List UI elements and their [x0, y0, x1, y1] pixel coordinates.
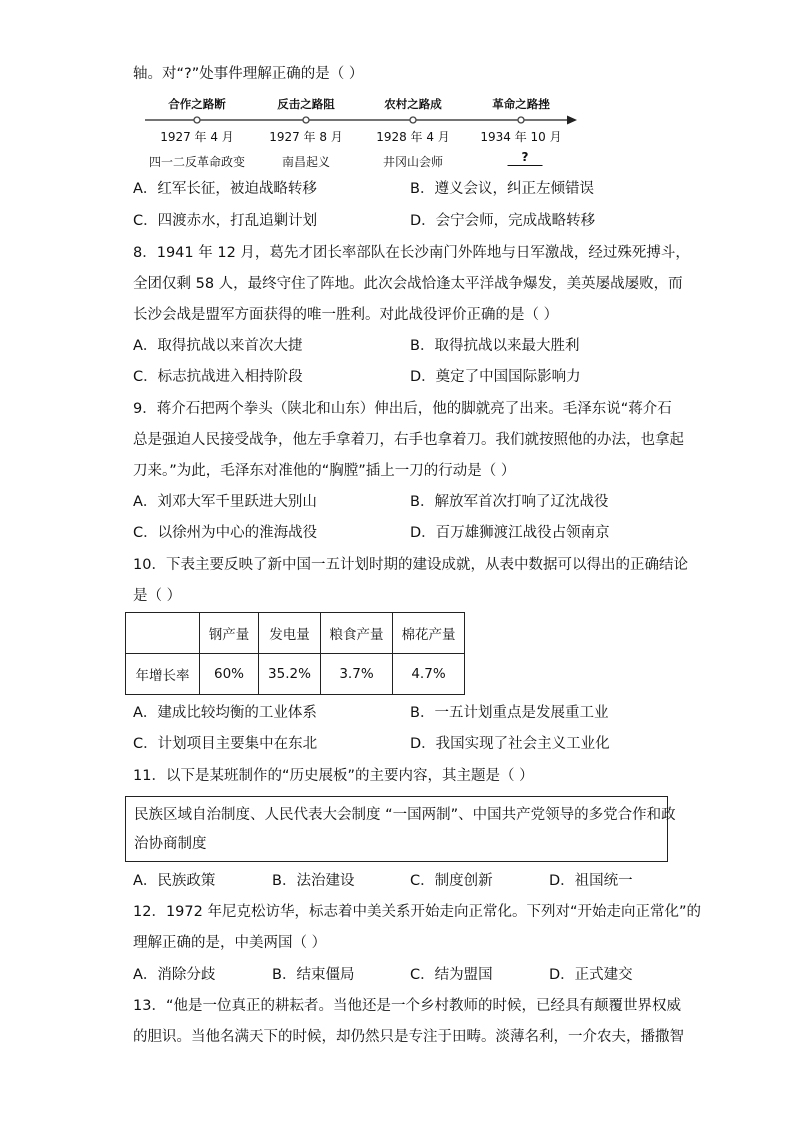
option-d[interactable]: D．我国实现了社会主义工业化 [410, 736, 610, 752]
timeline-date: 1928 年 4 月 [376, 130, 450, 144]
q8-stem-line: 全团仅剩 58 人，最终守住了阵地。此次会战恰逢太平洋战争爆发，美英屡战屡败，而 [133, 276, 683, 292]
table-cell: 3.7% [321, 654, 393, 695]
table-header-cell [126, 613, 200, 654]
option-a[interactable]: A．消除分歧 [133, 967, 216, 983]
table-row-label: 年增长率 [126, 654, 200, 695]
timeline-date: 1934 年 10 月 [480, 130, 562, 144]
timeline-arrow-icon [567, 116, 577, 125]
q8-stem-line: 长沙会战是盟军方面获得的唯一胜利。对此战役评价正确的是（ ） [133, 307, 559, 323]
q9-options-row1 [133, 492, 673, 512]
q10-options-row1 [133, 703, 673, 723]
q9-stem-line: 刀来。”为此，毛泽东对准他的“胸膛”插上一刀的行动是（ ） [133, 463, 516, 479]
option-d[interactable]: D．正式建交 [549, 967, 633, 983]
option-a[interactable]: A．取得抗战以来首次大捷 [133, 338, 303, 354]
option-c[interactable]: C．以徐州为中心的淮海战役 [133, 525, 318, 541]
q8-options-row1 [133, 336, 673, 356]
q10-stem-line: 是（ ） [133, 588, 182, 604]
timeline-event-title: 反击之路阻 [277, 97, 335, 111]
option-b[interactable]: B．解放军首次打响了辽沈战役 [410, 494, 609, 510]
option-c[interactable]: C．计划项目主要集中在东北 [133, 736, 318, 752]
q13-stem-line: 13．“他是一位真正的耕耘者。当他还是一个乡村教师的时候，已经具有颠覆世界权威 [133, 998, 681, 1014]
option-b[interactable]: B．遵义会议，纠正左倾错误 [410, 181, 594, 197]
q12-stem-line: 理解正确的是，中美两国（ ） [133, 935, 327, 951]
q11-box-line: 治协商制度 [134, 836, 207, 852]
option-a[interactable]: A．红军长征，被迫战略转移 [133, 181, 317, 197]
q9-options-row2 [133, 523, 673, 543]
q7-stem: 轴。对“?”处事件理解正确的是（ ） [133, 66, 364, 82]
timeline-unknown-result: ? [508, 150, 543, 166]
timeline-result: 井冈山会师 [382, 155, 444, 169]
option-c[interactable]: C．标志抗战进入相持阶段 [133, 369, 303, 385]
q11-exhibit-box [125, 796, 676, 862]
timeline-node [303, 117, 309, 123]
option-a[interactable]: A．刘邓大军千里跃进大别山 [133, 494, 317, 510]
timeline-date: 1927 年 4 月 [160, 130, 234, 144]
q7-options-row2 [133, 211, 673, 231]
timeline-event-title: 合作之路断 [168, 97, 226, 111]
timeline-event-title: 革命之路挫 [492, 97, 550, 111]
q10-stem-line: 10．下表主要反映了新中国一五计划时期的建设成就，从表中数据可以得出的正确结论 [133, 557, 688, 573]
q7-timeline [133, 90, 583, 175]
q9-stem-line: 总是强迫人民接受战争，他左手拿着刀，右手也拿着刀。我们就按照他的办法，也拿起 [133, 432, 684, 448]
timeline-result: 四一二反革命政变 [148, 155, 246, 169]
q7-options-row1 [133, 179, 673, 199]
option-c[interactable]: C．制度创新 [410, 873, 493, 889]
option-b[interactable]: B．结束僵局 [272, 967, 355, 983]
q12-options-row [133, 965, 673, 985]
option-c[interactable]: C．四渡赤水，打乱追剿计划 [133, 213, 318, 229]
option-d[interactable]: D．祖国统一 [549, 873, 633, 889]
q10-options-row2 [133, 734, 673, 754]
q9-stem-line: 9．蒋介石把两个拳头（陕北和山东）伸出后，他的脚就亮了出来。毛泽东说“蒋介石 [133, 401, 672, 417]
q11-stem: 11．以下是某班制作的“历史展板”的主要内容，其主题是（ ） [133, 768, 534, 784]
q13-stem-line: 的胆识。当他名满天下的时候，却仍然只是专注于田畴。淡薄名利，一介农夫，播撒智 [133, 1029, 684, 1045]
option-b[interactable]: B．法治建设 [272, 873, 355, 889]
timeline-node [194, 117, 200, 123]
option-a[interactable]: A．建成比较均衡的工业体系 [133, 705, 317, 721]
option-a[interactable]: A．民族政策 [133, 873, 216, 889]
q10-data-table [125, 612, 465, 695]
table-header-cell: 发电量 [259, 613, 321, 654]
table-cell: 35.2% [259, 654, 321, 695]
table-header-cell: 粮食产量 [321, 613, 393, 654]
option-d[interactable]: D．百万雄狮渡江战役占领南京 [410, 525, 610, 541]
timeline-event-title: 农村之路成 [384, 97, 442, 111]
table-cell: 4.7% [393, 654, 465, 695]
option-d[interactable]: D．奠定了中国国际影响力 [410, 369, 581, 385]
table-header-row [126, 613, 465, 654]
table-cell: 60% [200, 654, 259, 695]
q11-options-row [133, 871, 673, 891]
timeline-node [518, 117, 524, 123]
option-b[interactable]: B．取得抗战以来最大胜利 [410, 338, 580, 354]
table-header-cell: 棉花产量 [393, 613, 465, 654]
option-b[interactable]: B．一五计划重点是发展重工业 [410, 705, 609, 721]
timeline-node [410, 117, 416, 123]
q11-box-line: 民族区域自治制度、人民代表大会制度 “一国两制”、中国共产党领导的多党合作和政 [134, 807, 676, 823]
option-c[interactable]: C．结为盟国 [410, 967, 493, 983]
q8-stem-line: 8．1941 年 12 月，葛先才团长率部队在长沙南门外阵地与日军激战，经过殊死搏斗， [133, 245, 690, 261]
table-header-cell: 钢产量 [200, 613, 259, 654]
timeline-result: 南昌起义 [281, 155, 331, 169]
option-d[interactable]: D．会宁会师，完成战略转移 [410, 213, 596, 229]
timeline-date: 1927 年 8 月 [269, 130, 343, 144]
q12-stem-line: 12．1972 年尼克松访华，标志着中美关系开始走向正常化。下列对“开始走向正常化”的 [133, 904, 701, 920]
table-row [126, 654, 465, 695]
q8-options-row2 [133, 367, 673, 387]
